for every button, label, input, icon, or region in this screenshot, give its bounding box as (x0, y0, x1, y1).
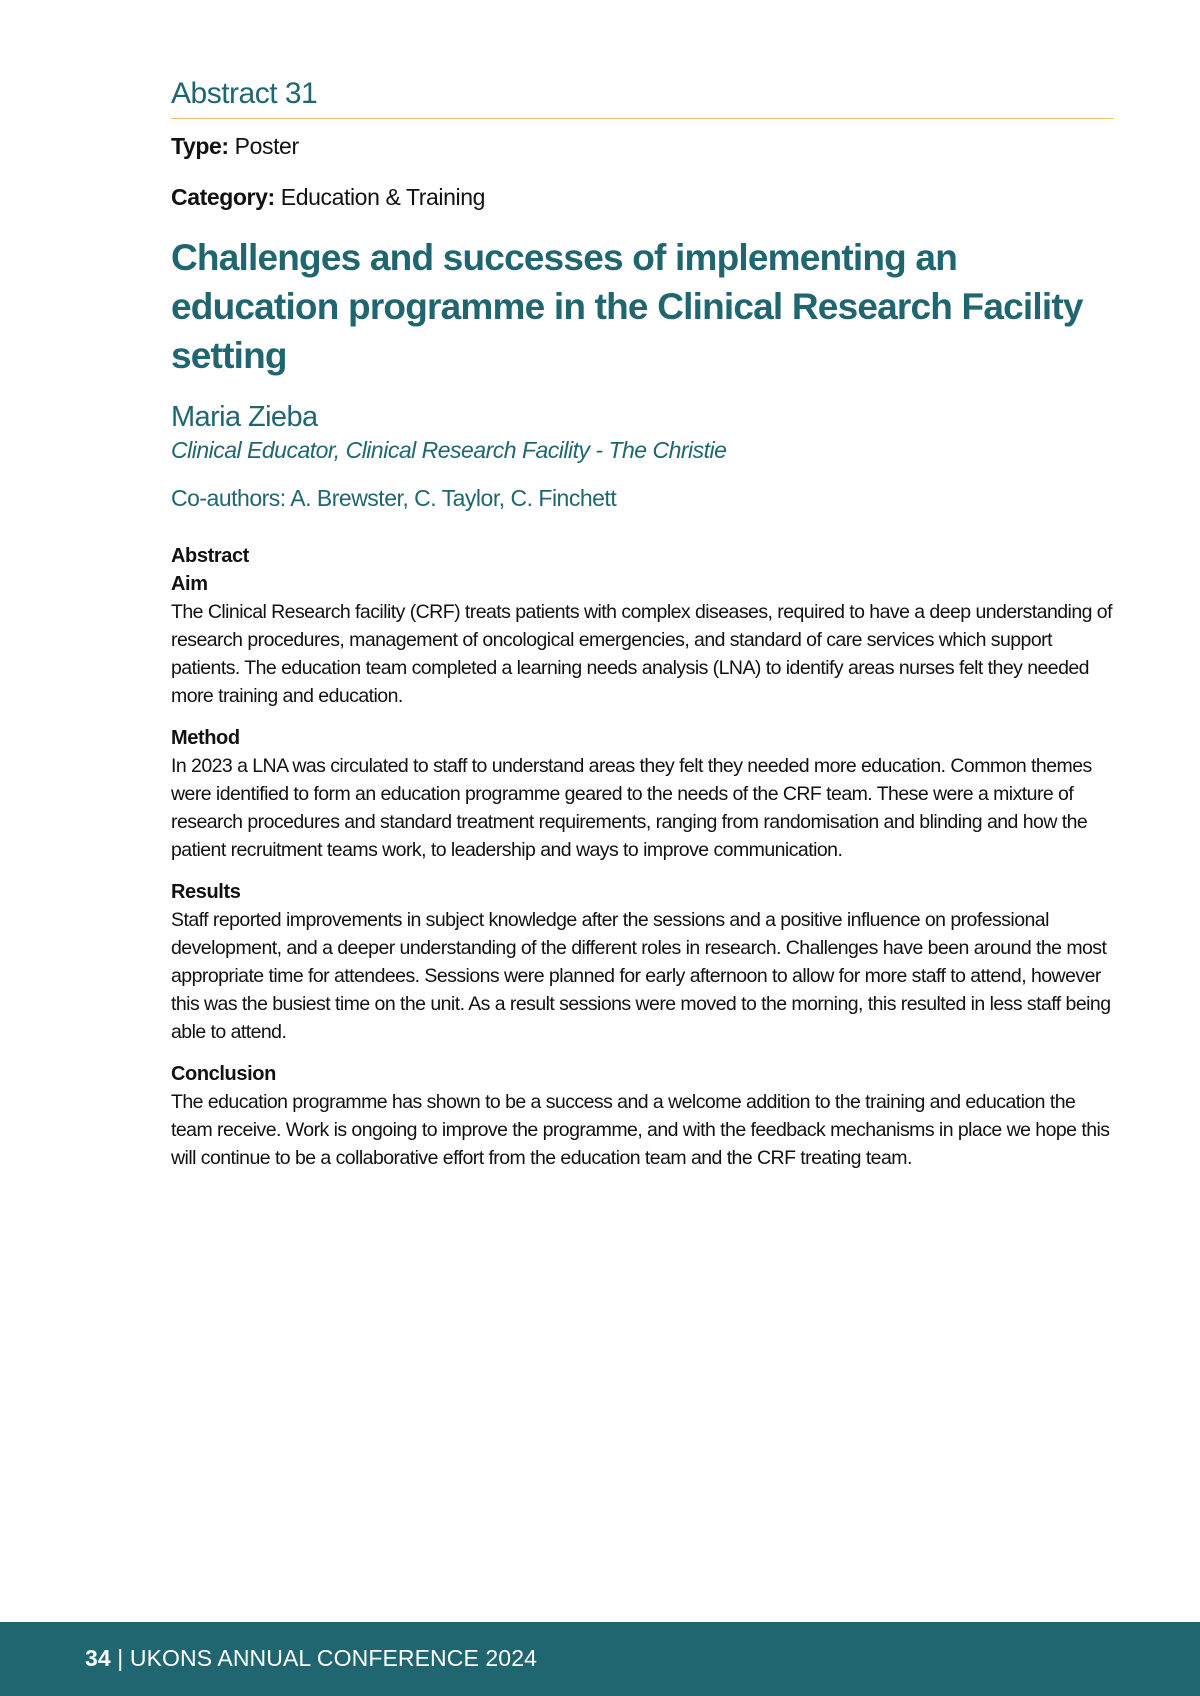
section-heading: Results (171, 881, 241, 904)
footer-separator: | (110, 1645, 130, 1671)
section-body: Staff reported improvements in subject knowledge after the sessions and a positive influence on professional development, and a deeper understanding of the different roles in research. Challenges have been around the most appropriate time for attendees. Sessions were planned for early afternoon to allow for more staff to attend, however this was the busiest time on the unit. As a result sessions were moved to the morning, this resulted in less staff being able to attend. (171, 909, 1111, 1044)
type-line (171, 133, 1114, 161)
category-value: Education & Training (274, 183, 486, 210)
type-label: Type: (171, 133, 229, 159)
section-method (171, 724, 1114, 864)
conference-name: UKONS ANNUAL CONFERENCE 2024 (129, 1645, 537, 1671)
section-heading: Aim (171, 573, 208, 596)
abstract-page (171, 76, 1114, 1172)
abstract-title: Challenges and successes of implementing an education programme in the Clinical Research Facility setting (171, 237, 1083, 377)
section-heading: Method (171, 727, 240, 750)
type-value: Poster (228, 133, 299, 159)
section-body: In 2023 a LNA was circulated to staff to understand areas they felt they needed more education. Common themes were identified to form an education programme geared to the needs of the CRF team. These were a mixture of research procedures and standard treatment requirements, ranging from randomisation and blinding and how the patient recruitment teams work, to leadership and ways to improve communication. (171, 755, 1092, 862)
page-number: 34 (85, 1645, 111, 1671)
section-heading: Conclusion (171, 1063, 276, 1086)
footer-text (85, 1642, 537, 1674)
section-body: The education programme has shown to be a success and a welcome addition to the training and education the team receive. Work is ongoing to improve the programme, and with the feedback mechanisms in place we hope this will continue to be a collaborative effort from the education team and the CRF treating team. (171, 1091, 1110, 1170)
coauthors: Co-authors: A. Brewster, C. Taylor, C. Finchett (171, 484, 617, 511)
section-results (171, 878, 1114, 1046)
section-conclusion (171, 1060, 1114, 1172)
author-name: Maria Zieba (171, 401, 318, 434)
category-label: Category: (171, 183, 275, 210)
page-footer (0, 1622, 1200, 1696)
category-line (171, 184, 1114, 212)
abstract-heading: Abstract (171, 545, 249, 568)
section-body: The Clinical Research facility (CRF) treats patients with complex diseases, required to have a deep understanding of research procedures, management of oncological emergencies, and standard of care services which support patients. The education team completed a learning needs analysis (LNA) to identify areas nurses felt they needed more training and education. (171, 601, 1112, 708)
abstract-number: Abstract 31 (171, 76, 1114, 119)
author-affiliation: Clinical Educator, Clinical Research Facility - The Christie (171, 436, 727, 463)
section-aim (171, 570, 1114, 710)
